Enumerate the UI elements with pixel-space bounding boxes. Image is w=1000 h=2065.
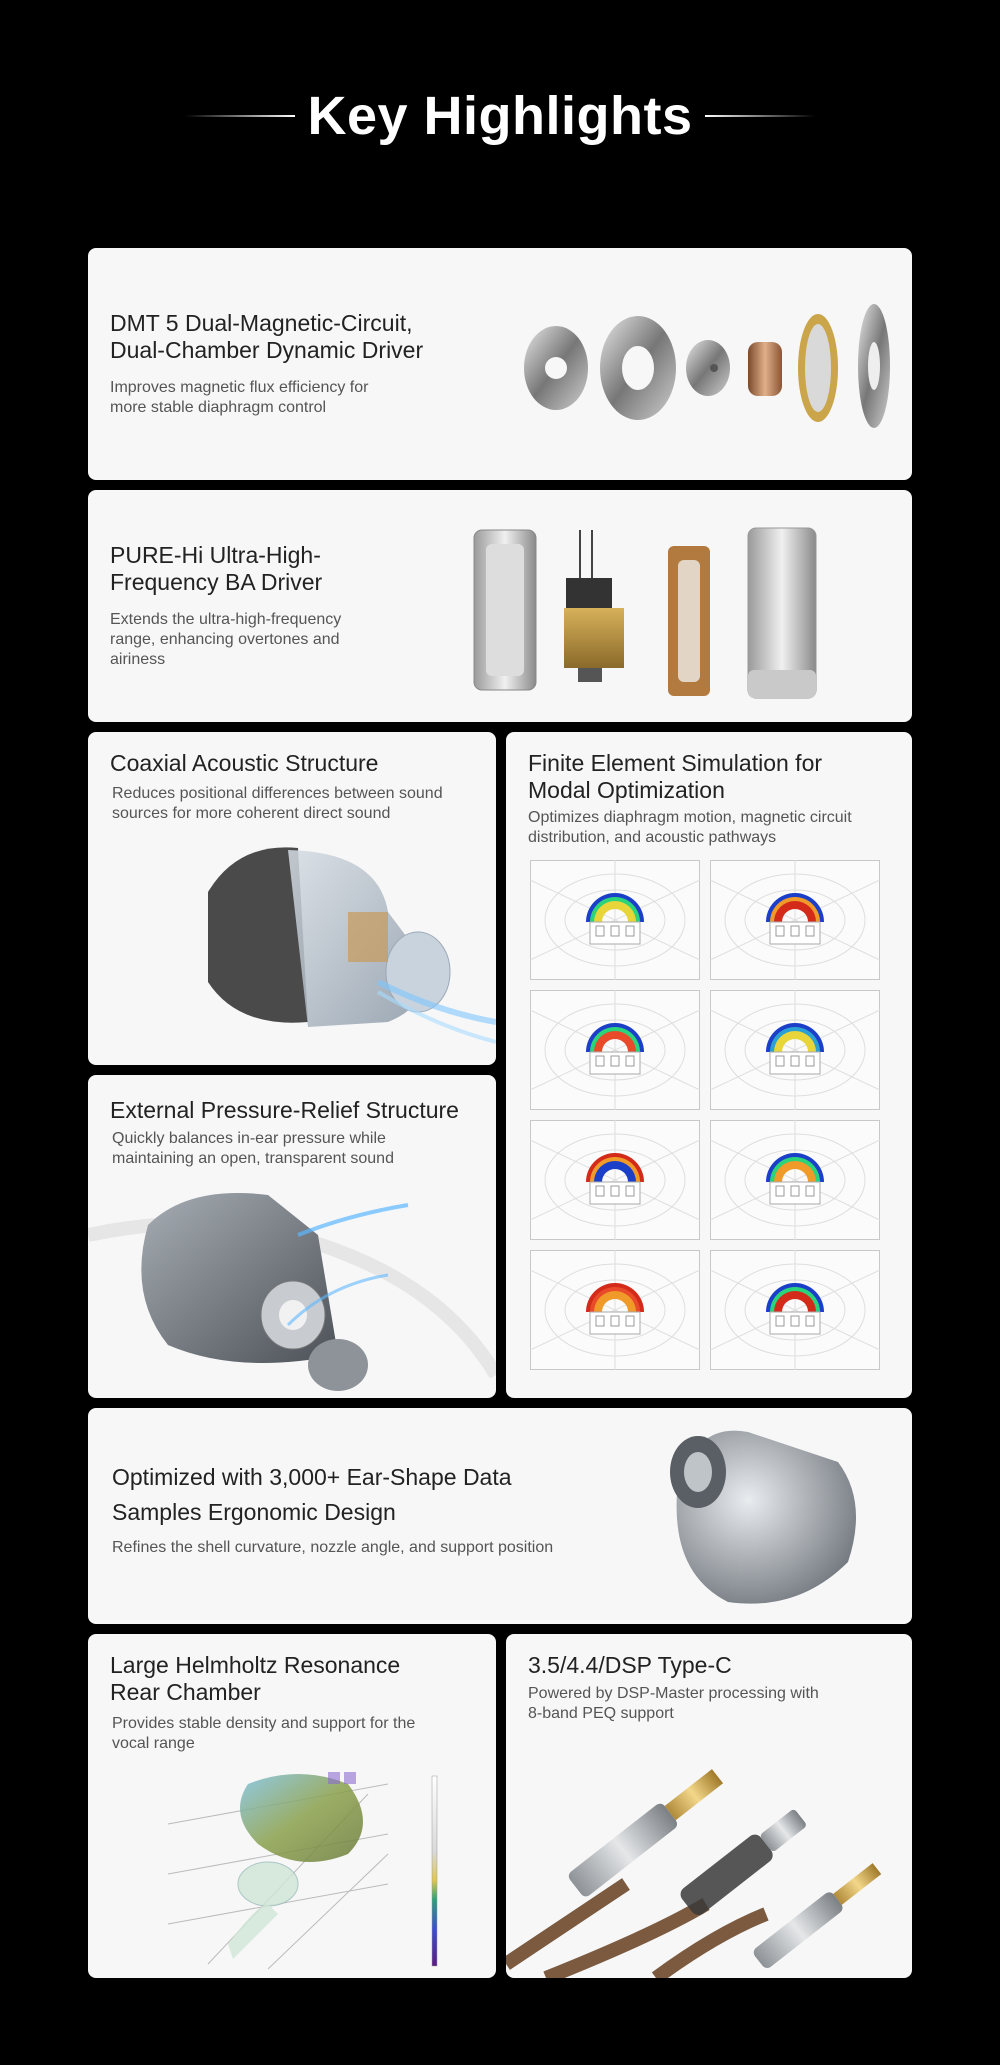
simulation-tile [710, 860, 880, 980]
card-purehi-ba-driver [88, 490, 912, 722]
ergonomic-earphone-illustration [638, 1422, 868, 1622]
card-title: PURE-Hi Ultra-High- Frequency BA Driver [110, 542, 323, 595]
card-pressure-relief [88, 1075, 496, 1398]
card-description: Provides stable density and support for the vocal range [112, 1715, 416, 1752]
simulation-tile [710, 990, 880, 1110]
card-title: DMT 5 Dual-Magnetic-Circuit, Dual-Chamber Dynamic Driver [110, 310, 424, 363]
card-description: Improves magnetic flux efficiency for more stable diaphragm control [110, 379, 369, 416]
simulation-tile [530, 1120, 700, 1240]
card-description: Reduces positional differences between sound sources for more coherent direct sound [112, 785, 443, 822]
card-dmt-driver [88, 248, 912, 480]
title-divider-left [185, 115, 295, 117]
card-helmholtz-chamber [88, 1634, 496, 1978]
simulation-grid [530, 860, 886, 1380]
dynamic-driver-exploded-illustration [508, 298, 908, 438]
card-title: Coaxial Acoustic Structure [110, 750, 379, 776]
card-description: Powered by DSP-Master processing with 8-band PEQ support [528, 1685, 819, 1722]
simulation-tile [710, 1250, 880, 1370]
card-title: Optimized with 3,000+ Ear-Shape Data Samples Ergonomic Design [112, 1464, 512, 1525]
coaxial-earphone-illustration [178, 832, 496, 1062]
card-description: Refines the shell curvature, nozzle angle, and support position [112, 1539, 554, 1556]
page-header [0, 80, 1000, 152]
cable-plugs-illustration [506, 1734, 912, 1978]
page-title: Key Highlights [307, 86, 693, 146]
card-title: External Pressure-Relief Structure [110, 1097, 459, 1123]
card-description: Extends the ultra-high-frequency range, enhancing overtones and airiness [110, 611, 342, 668]
card-plugs [506, 1634, 912, 1978]
card-fem-simulation [506, 732, 912, 1398]
card-title: Finite Element Simulation for Modal Optimization [528, 750, 823, 803]
helmholtz-simulation-illustration [148, 1764, 478, 1974]
card-coaxial-structure [88, 732, 496, 1065]
card-title: 3.5/4.4/DSP Type-C [528, 1652, 732, 1678]
title-divider-right [705, 115, 815, 117]
simulation-tile [530, 860, 700, 980]
pressure-relief-earphone-illustration [88, 1175, 496, 1398]
simulation-tile [530, 990, 700, 1110]
card-description: Optimizes diaphragm motion, magnetic circuit distribution, and acoustic pathways [528, 809, 852, 846]
card-description: Quickly balances in-ear pressure while maintaining an open, transparent sound [112, 1130, 394, 1167]
card-ergonomic-design [88, 1408, 912, 1624]
simulation-tile [530, 1250, 700, 1370]
simulation-tile [710, 1120, 880, 1240]
card-title: Large Helmholtz Resonance Rear Chamber [110, 1652, 401, 1705]
ba-driver-exploded-illustration [468, 510, 908, 710]
